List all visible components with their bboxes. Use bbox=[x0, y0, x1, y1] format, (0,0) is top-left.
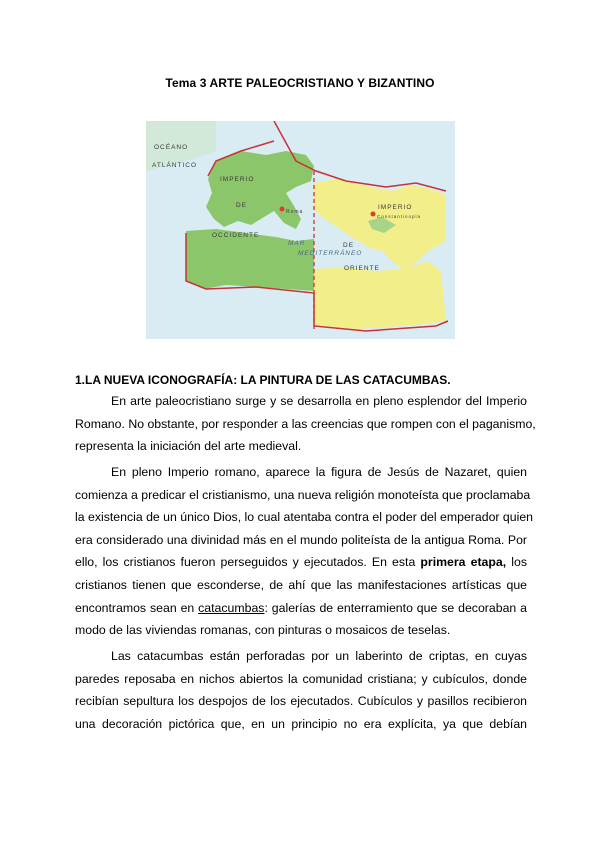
map-label: IMPERIO bbox=[378, 204, 413, 211]
page-title: Tema 3 ARTE PALEOCRISTIANO Y BIZANTINO bbox=[165, 76, 435, 90]
text-line: modo de las viviendas romanas, con pinturas o mosaicos de teselas. bbox=[75, 623, 451, 638]
map-label: Roma bbox=[286, 209, 304, 215]
text-line bbox=[75, 597, 527, 620]
constantinopla-marker bbox=[371, 212, 376, 217]
map-label: OCÉANO bbox=[154, 144, 189, 151]
roman-empire-map bbox=[146, 121, 455, 339]
text-line: la existencia de un único Dios, lo cual atentaba contra el poder del emperador quien bbox=[75, 510, 534, 525]
map-label: MAR bbox=[288, 240, 306, 247]
paragraph-2 bbox=[75, 461, 534, 642]
paragraph-3 bbox=[75, 645, 527, 735]
map-label: ORIENTE bbox=[344, 265, 380, 272]
text-run: : galerías de enterramiento que se decoraban a bbox=[264, 600, 527, 615]
text-line: una decoración pictórica que, en un principio no era explícita, ya que debían bbox=[75, 716, 527, 731]
text-line: cristianos tienen que esconderse, de ahí que las manifestaciones artísticas que bbox=[75, 577, 527, 592]
text-line: Las catacumbas están perforadas por un laberinto de criptas, en cuyas bbox=[111, 649, 527, 663]
text-line: representa la iniciación del arte medieval. bbox=[75, 439, 302, 454]
map-label: Constantinopla bbox=[377, 214, 422, 219]
map-label: MEDITERRÁNEO bbox=[298, 250, 363, 257]
map-label: IMPERIO bbox=[220, 176, 255, 183]
paragraph-1 bbox=[75, 390, 536, 458]
text-run: encontramos sean en bbox=[75, 600, 199, 615]
text-run: ello, los cristianos fueron perseguidos y ejecutados. En esta bbox=[75, 555, 421, 570]
text-run: los bbox=[506, 555, 528, 570]
text-line: En arte paleocristiano surge y se desarrolla en pleno esplendor del Imperio bbox=[111, 394, 527, 408]
emphasis-primera-etapa: primera etapa, bbox=[420, 555, 507, 570]
map-label: OCCIDENTE bbox=[212, 232, 260, 239]
roma-marker bbox=[280, 207, 285, 212]
map-label: DE bbox=[343, 242, 355, 249]
underlined-catacumbas: catacumbas bbox=[198, 600, 265, 615]
section-heading: 1.LA NUEVA ICONOGRAFÍA: LA PINTURA DE LAS CATACUMBAS. bbox=[75, 373, 451, 387]
map-label: ATLÁNTICO bbox=[152, 162, 197, 169]
text-line: paredes reposaba en nichos abiertos la comunidad cristiana; y cubículos, donde bbox=[75, 671, 527, 686]
text-line: En pleno Imperio romano, aparece la figura de Jesús de Nazaret, quien bbox=[111, 465, 527, 479]
text-line: comienza a predicar el cristianismo, una nueva religión monoteísta que proclamaba bbox=[75, 487, 531, 502]
text-line: Romano. No obstante, por responder a las creencias que rompen con el paganismo, bbox=[75, 416, 536, 431]
text-line: era considerado una divinidad más en el mundo politeísta de la antigua Roma. Por bbox=[75, 532, 527, 547]
text-line bbox=[75, 551, 527, 574]
text-line: recibían sepultura los despojos de los ejecutados. Cubículos y pasillos recibieron bbox=[75, 694, 527, 709]
map-label: DE bbox=[236, 202, 248, 209]
